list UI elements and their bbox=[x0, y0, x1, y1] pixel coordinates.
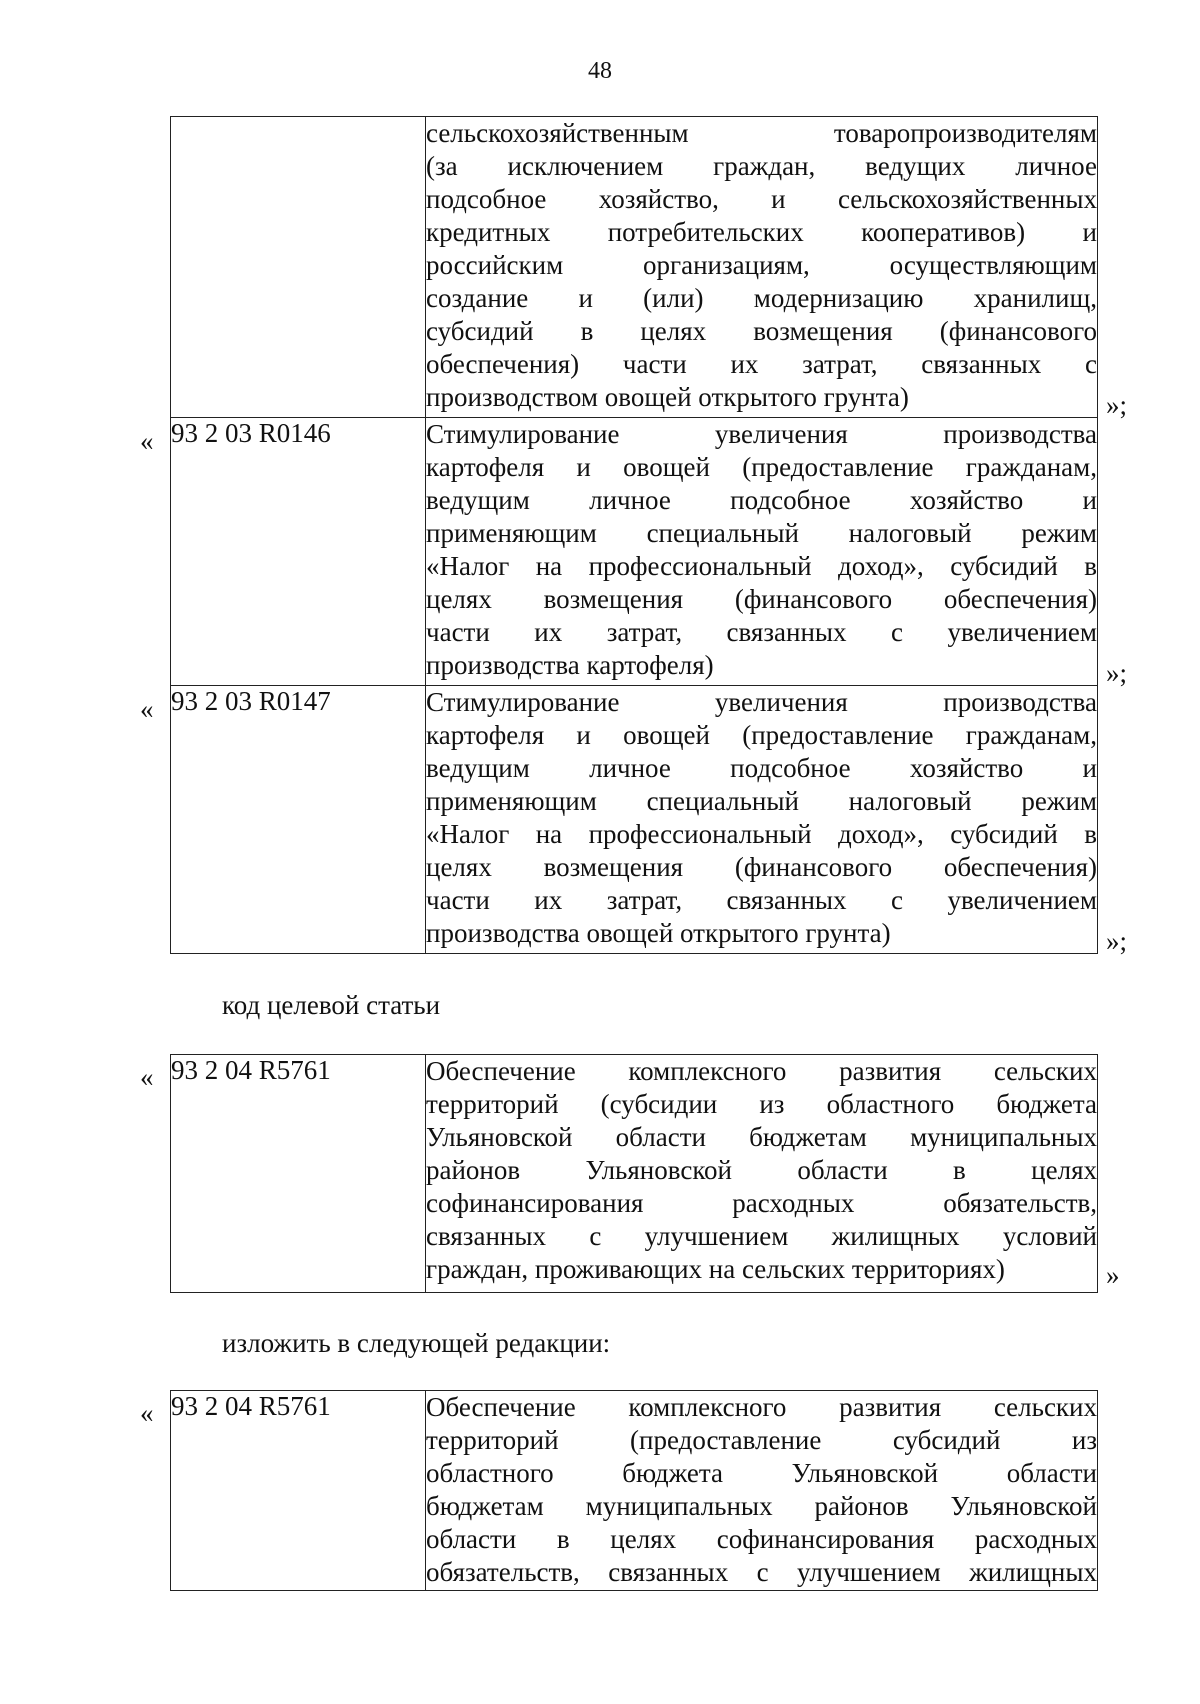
description-line: части их затрат, связанных с увеличением bbox=[426, 885, 1097, 915]
description-line: сельскохозяйственным товаропроизводителям bbox=[426, 118, 1097, 148]
description-line: картофеля и овощей (предоставление гражданам, bbox=[426, 452, 1097, 482]
description-line: связанных с улучшением жилищных условий bbox=[426, 1221, 1097, 1251]
description-line: части их затрат, связанных с увеличением bbox=[426, 617, 1097, 647]
closing-quote: »; bbox=[1106, 926, 1128, 956]
table-2 bbox=[170, 1054, 1098, 1293]
description-line: территорий (предоставление субсидий из bbox=[426, 1425, 1097, 1455]
description-line: Стимулирование увеличения производства bbox=[426, 419, 1097, 449]
code-cell: 93 2 04 R5761 bbox=[171, 1055, 426, 1293]
description-line: Обеспечение комплексного развития сельских bbox=[426, 1392, 1097, 1422]
paragraph-new-edition: изложить в следующей редакции: bbox=[222, 1328, 611, 1358]
opening-quote: « bbox=[140, 426, 154, 456]
table-row bbox=[171, 1055, 1098, 1293]
description-line: российским организациям, осуществляющим bbox=[426, 250, 1097, 280]
description-line: Ульяновской области бюджетам муниципальных bbox=[426, 1122, 1097, 1152]
description-line: ведущим личное подсобное хозяйство и bbox=[426, 485, 1097, 515]
opening-quote: « bbox=[140, 694, 154, 724]
description-cell bbox=[426, 117, 1098, 418]
description-line: «Налог на профессиональный доход», субсидий в bbox=[426, 819, 1097, 849]
description-line: картофеля и овощей (предоставление гражданам, bbox=[426, 720, 1097, 750]
description-line: области в целях софинансирования расходных bbox=[426, 1524, 1097, 1554]
table-row bbox=[171, 418, 1098, 686]
description-line: производства овощей открытого грунта) bbox=[426, 918, 891, 948]
table-row bbox=[171, 117, 1098, 418]
table-1 bbox=[170, 116, 1098, 954]
table-3 bbox=[170, 1390, 1098, 1591]
code-cell: 93 2 03 R0146 bbox=[171, 418, 426, 686]
description-line: Стимулирование увеличения производства bbox=[426, 687, 1097, 717]
description-line: целях возмещения (финансового обеспечения) bbox=[426, 852, 1097, 882]
description-line: подсобное хозяйство, и сельскохозяйственных bbox=[426, 184, 1097, 214]
opening-quote: « bbox=[140, 1062, 154, 1092]
closing-quote: »; bbox=[1106, 390, 1128, 420]
code-cell bbox=[171, 117, 426, 418]
description-cell bbox=[426, 418, 1098, 686]
description-line: граждан, проживающих на сельских территориях) bbox=[426, 1254, 1005, 1284]
page-number: 48 bbox=[588, 58, 612, 84]
description-line: (за исключением граждан, ведущих личное bbox=[426, 151, 1097, 181]
description-line: «Налог на профессиональный доход», субсидий в bbox=[426, 551, 1097, 581]
description-line: производства картофеля) bbox=[426, 650, 714, 680]
description-line: территорий (субсидии из областного бюджета bbox=[426, 1089, 1097, 1119]
closing-quote: »; bbox=[1106, 658, 1128, 688]
description-line: субсидий в целях возмещения (финансового bbox=[426, 316, 1097, 346]
description-line: производством овощей открытого грунта) bbox=[426, 382, 909, 412]
description-line: областного бюджета Ульяновской области bbox=[426, 1458, 1097, 1488]
opening-quote: « bbox=[140, 1398, 154, 1428]
paragraph-target-code: код целевой статьи bbox=[222, 990, 441, 1020]
description-line: бюджетам муниципальных районов Ульяновской bbox=[426, 1491, 1097, 1521]
code-cell: 93 2 03 R0147 bbox=[171, 686, 426, 954]
description-line: кредитных потребительских кооперативов) и bbox=[426, 217, 1097, 247]
closing-quote: » bbox=[1106, 1260, 1120, 1290]
description-line: применяющим специальный налоговый режим bbox=[426, 518, 1097, 548]
description-cell bbox=[426, 686, 1098, 954]
description-line: ведущим личное подсобное хозяйство и bbox=[426, 753, 1097, 783]
description-line: целях возмещения (финансового обеспечения) bbox=[426, 584, 1097, 614]
description-line: Обеспечение комплексного развития сельских bbox=[426, 1056, 1097, 1086]
description-cell bbox=[426, 1055, 1098, 1293]
description-line: обеспечения) части их затрат, связанных с bbox=[426, 349, 1097, 379]
table-row bbox=[171, 686, 1098, 954]
description-line: создание и (или) модернизацию хранилищ, bbox=[426, 283, 1097, 313]
code-cell: 93 2 04 R5761 bbox=[171, 1391, 426, 1591]
description-line: обязательств, связанных с улучшением жилищных bbox=[426, 1557, 1097, 1587]
description-line: применяющим специальный налоговый режим bbox=[426, 786, 1097, 816]
description-line: районов Ульяновской области в целях bbox=[426, 1155, 1097, 1185]
description-line: софинансирования расходных обязательств, bbox=[426, 1188, 1097, 1218]
table-row bbox=[171, 1391, 1098, 1591]
description-cell bbox=[426, 1391, 1098, 1591]
